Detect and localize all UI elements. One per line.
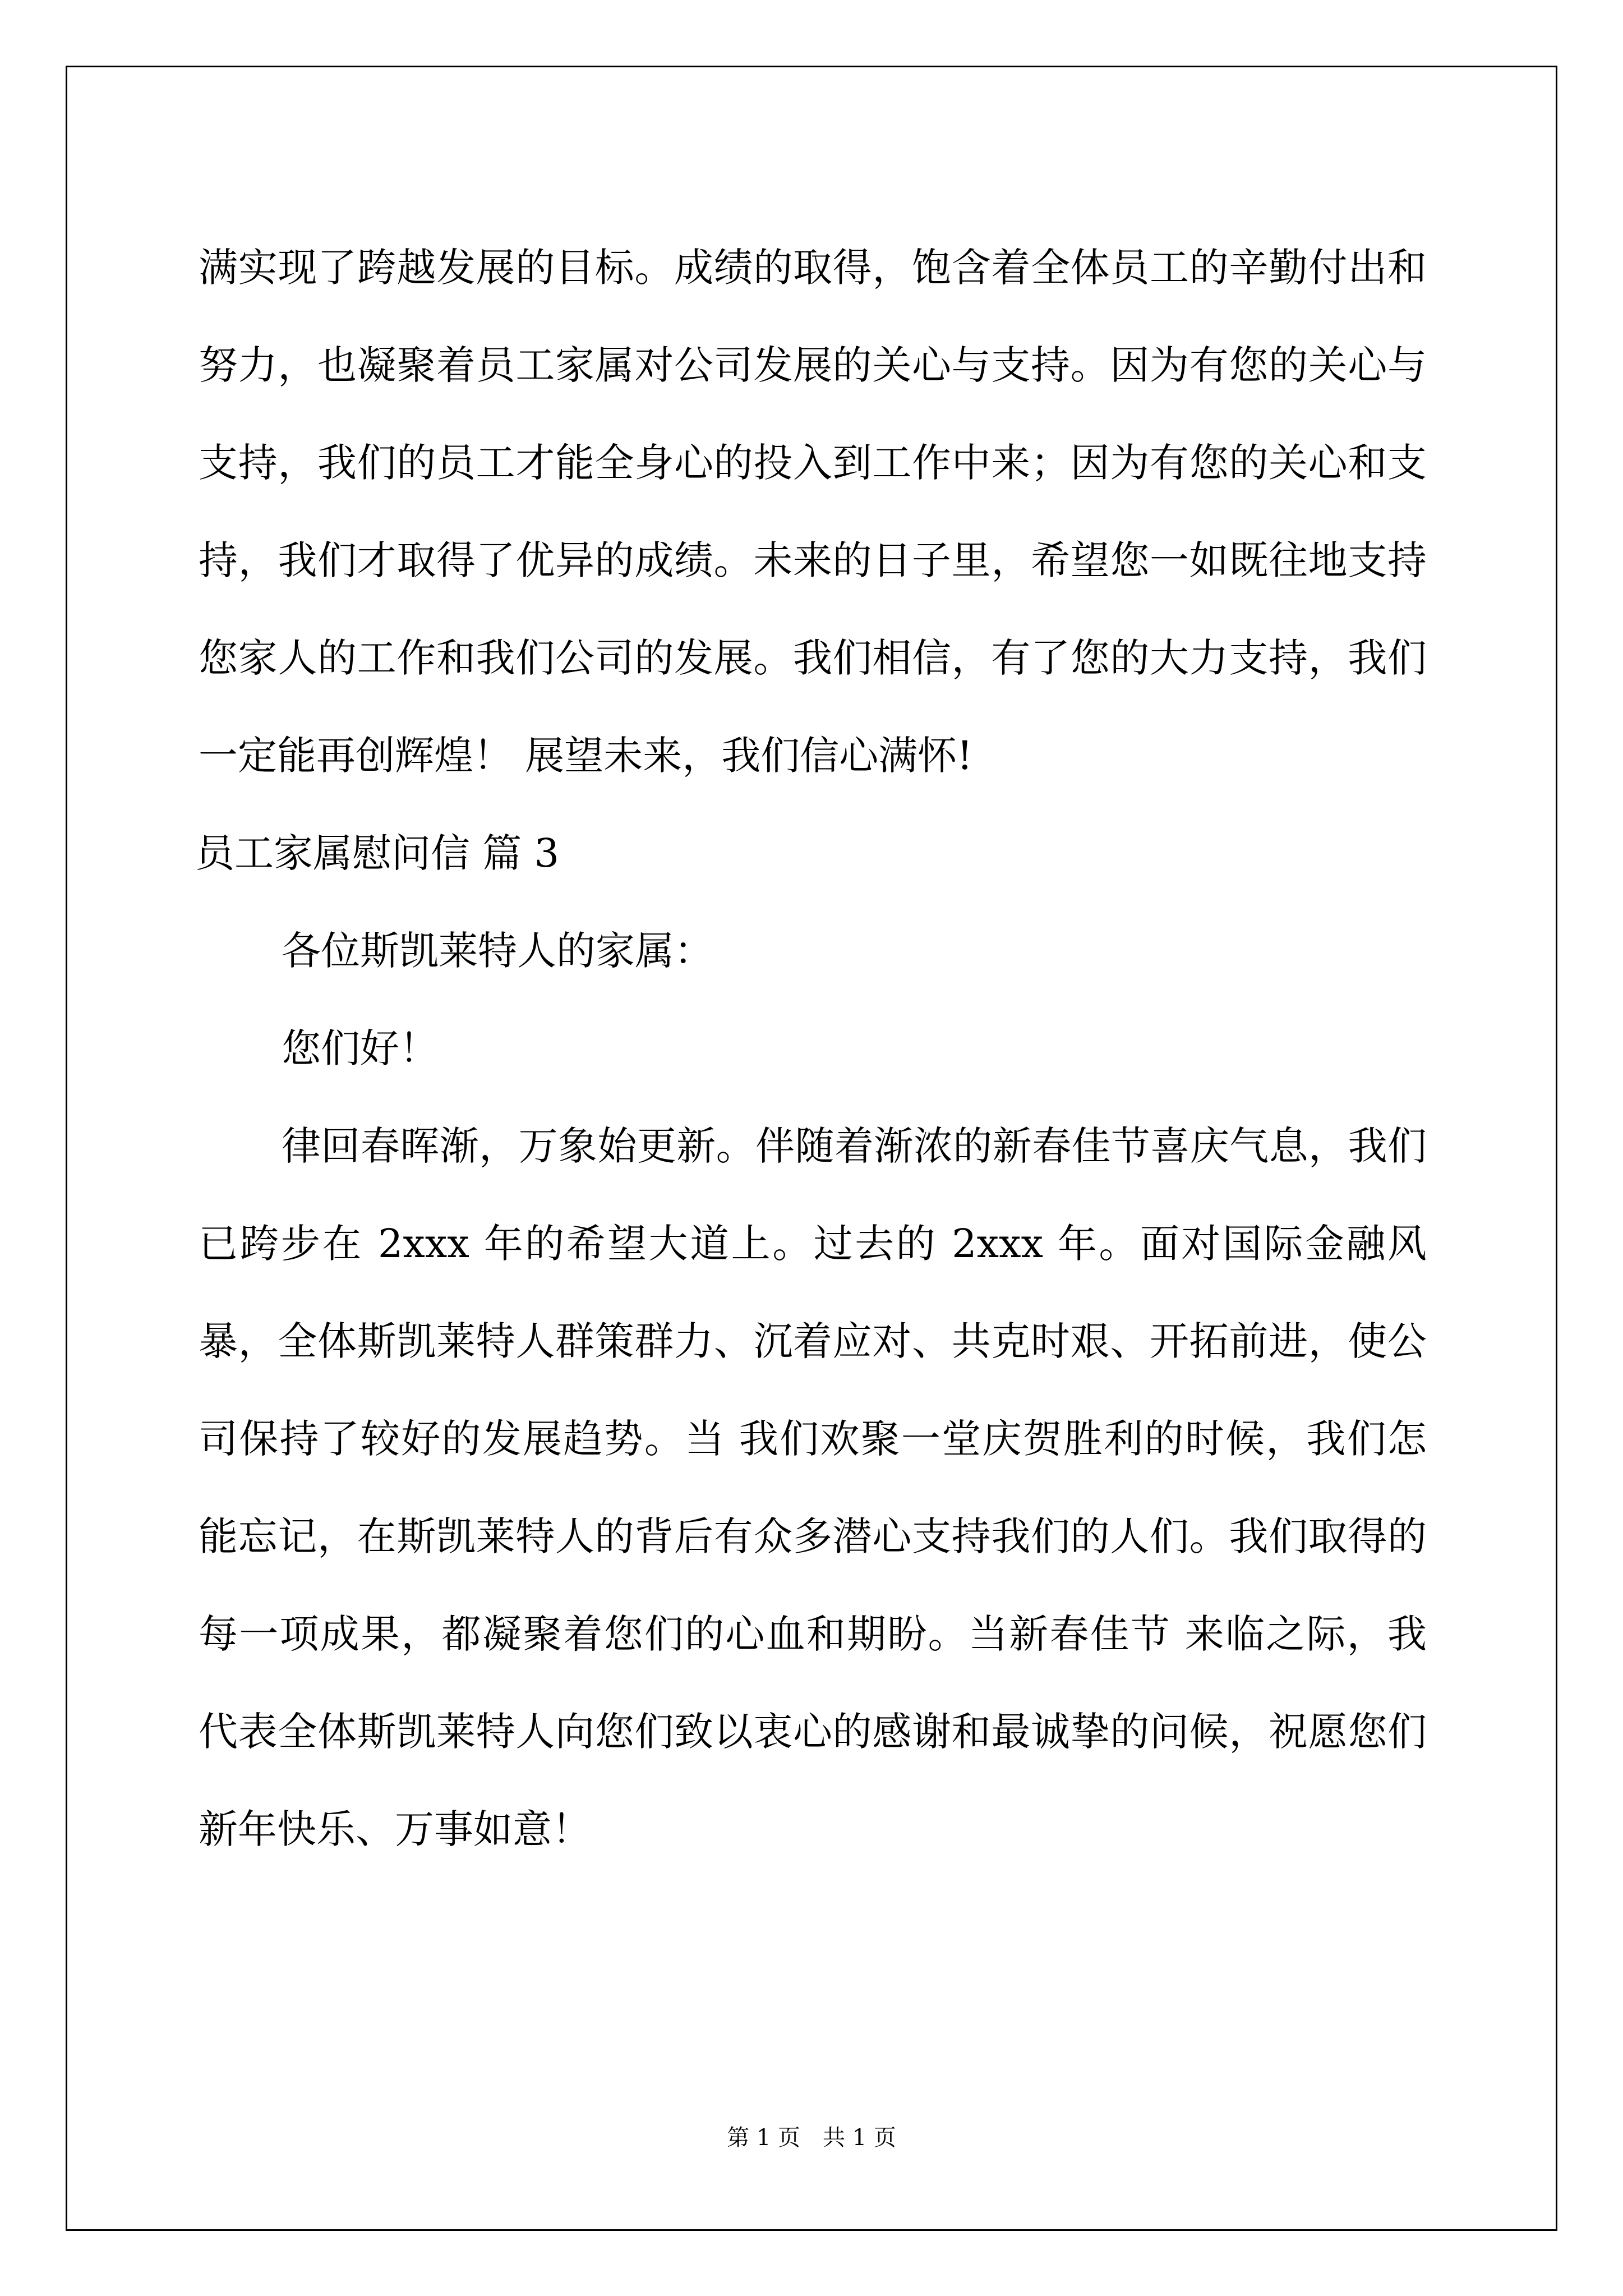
- section-heading: 员工家属慰问信 篇 3: [195, 830, 560, 876]
- continuation-paragraph: 满实现了跨越发展的目标。成绩的取得，饱含着全体员工的辛勤付出和努力，也凝聚着员工家属对公司发展的关心与支持。因为有您的关心与支持，我们的员工才能全身心的投入到工作中来；因为有您的关心和支持，我们才取得了优异的成绩。未来的日子里，希望您一如既往地支持您家人的工作和我们公司的发展。我们相信，有了您的大力支持，我们一定能再创辉煌！ 展望未来，我们信心满怀!: [199, 245, 1427, 779]
- document-body: [195, 219, 1427, 1878]
- salutation: 各位斯凯莱特人的家属：: [282, 928, 713, 974]
- page-footer: 第 1 页 共 1 页: [727, 2125, 896, 2151]
- greeting: 您们好！: [282, 1025, 439, 1071]
- body-paragraph: 律回春晖渐，万象始更新。伴随着渐浓的新春佳节喜庆气息，我们已跨步在 2xxx 年的希望大道上。过去的 2xxx 年。面对国际金融风暴，全体斯凯莱特人群策群力、沉着应对、共克时艰、开拓前进，使公司保持了较好的发展趋势。当 我们欢聚一堂庆贺胜利的时候，我们怎能忘记，在斯凯莱特人的背后有众多潜心支持我们的人们。我们取得的每一项成果，都凝聚着您们的心血和期盼。当新春佳节 来临之际，我代表全体斯凯莱特人向您们致以衷心的感谢和最诚挚的问候，祝愿您们新年快乐、万事如意！: [199, 1123, 1427, 1852]
